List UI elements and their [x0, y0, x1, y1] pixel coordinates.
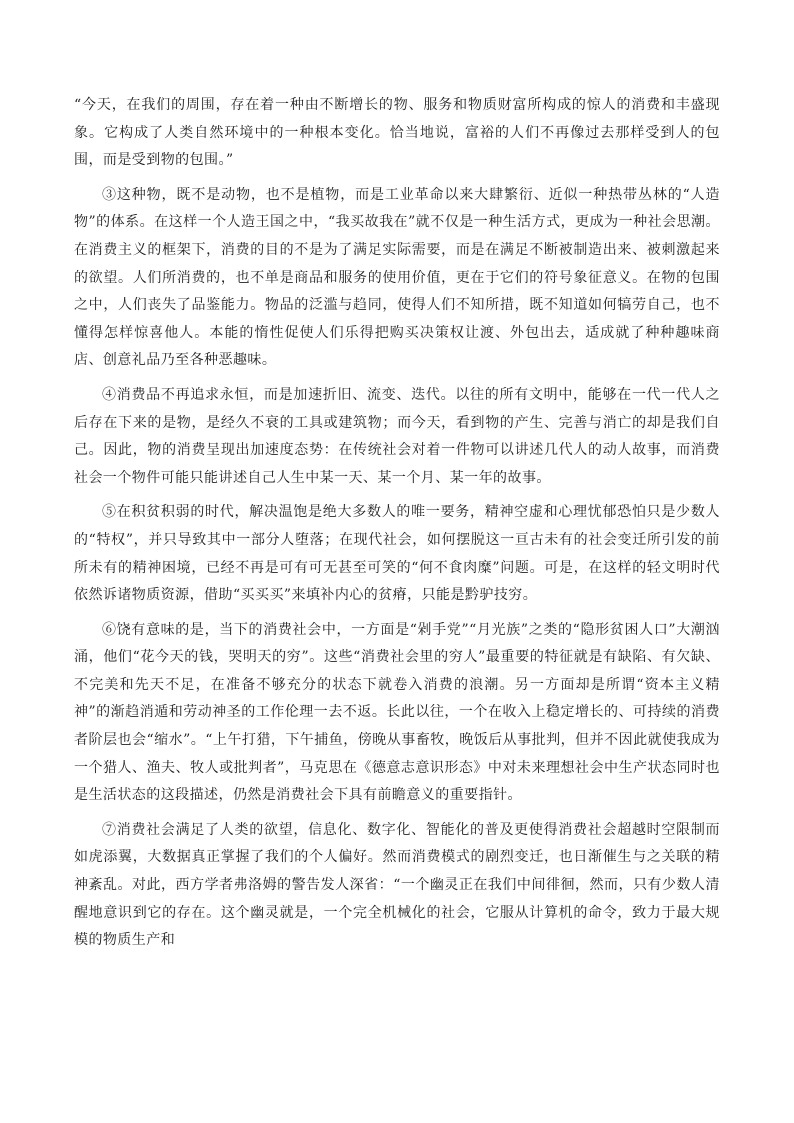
paragraph-4: ④消费品不再追求永恒，而是加速折旧、流变、迭代。以往的所有文明中，能够在一代一代人之后存在下来的是物，是经久不衰的工具或建筑物；而今天，看到物的产生、完善与消亡的却是我们自己。因此，物的消费呈现出加速度态势：在传统社会对着一件物可以讲述几代人的动人故事，而消费社会一个物件可能只能讲述自己人生中某一天、某一个月、某一年的故事。 [74, 386, 720, 486]
document-body [74, 92, 720, 962]
paragraph-5: ⑤在积贫积弱的时代，解决温饱是绝大多数人的唯一要务，精神空虚和心理忧郁恐怕只是少数人的“特权”，并只导致其中一部分人堕落；在现代社会，如何摆脱这一亘古未有的社会变迁所引发的前所未有的精神困境，已经不再是可有可无甚至可笑的“何不食肉糜”问题。可是，在这样的轻文明时代依然诉诸物质资源，借助“买买买”来填补内心的贫瘠，只能是黔驴技穷。 [74, 504, 720, 604]
paragraph-quote-continuation: “今天，在我们的周围，存在着一种由不断增长的物、服务和物质财富所构成的惊人的消费和丰盛现象。它构成了人类自然环境中的一种根本变化。恰当地说，富裕的人们不再像过去那样受到人的包围，而是受到物的包围。” [74, 97, 720, 169]
paragraph-6: ⑥饶有意味的是，当下的消费社会中，一方面是“剁手党”“月光族”之类的“隐形贫困人口”大潮汹涌，他们“花今天的钱，哭明天的穷”。这些“消费社会里的穷人”最重要的特征就是有缺陷、有欠缺、不完美和先天不足，在准备不够充分的状态下就卷入消费的浪潮。另一方面却是所谓“资本主义精神”的渐趋消遁和劳动神圣的工作伦理一去不返。长此以往，一个在收入上稳定增长的、可持续的消费者阶层也会“缩水”。“上午打猎，下午捕鱼，傍晚从事畜牧，晚饭后从事批判，但并不因此就使我成为一个猎人、渔夫、牧人或批判者”，马克思在《德意志意识形态》中对未来理想社会中生产状态同时也是生活状态的这段描述，仍然是消费社会下具有前瞻意义的重要指针。 [74, 621, 720, 804]
paragraph-3: ③这种物，既不是动物，也不是植物，而是工业革命以来大肆繁衍、近似一种热带丛林的“人造物”的体系。在这样一个人造王国之中，“我买故我在”就不仅是一种生活方式，更成为一种社会思潮。在消费主义的框架下，消费的目的不是为了满足实际需要，而是在满足不断被制造出来、被刺激起来的欲望。人们所消费的，也不单是商品和服务的使用价值，更在于它们的符号象征意义。在物的包围之中，人们丧失了品鉴能力。物品的泛滥与趋同，使得人们不知所措，既不知道如何犒劳自己，也不懂得怎样惊喜他人。本能的惰性促使人们乐得把购买决策权让渡、外包出去，适成就了种种趣味商店、创意礼品乃至各种恶趣味。 [74, 186, 720, 369]
paragraph-7: ⑦消费社会满足了人类的欲望，信息化、数字化、智能化的普及更使得消费社会超越时空限制而如虎添翼，大数据真正掌握了我们的个人偏好。然而消费模式的剧烈变迁，也日渐催生与之关联的精神紊乱。对此，西方学者弗洛姆的警告发人深省：“一个幽灵正在我们中间徘徊，然而，只有少数人清醒地意识到它的存在。这个幽灵就是，一个完全机械化的社会，它服从计算机的命令，致力于最大规模的物质生产和 [74, 821, 720, 949]
